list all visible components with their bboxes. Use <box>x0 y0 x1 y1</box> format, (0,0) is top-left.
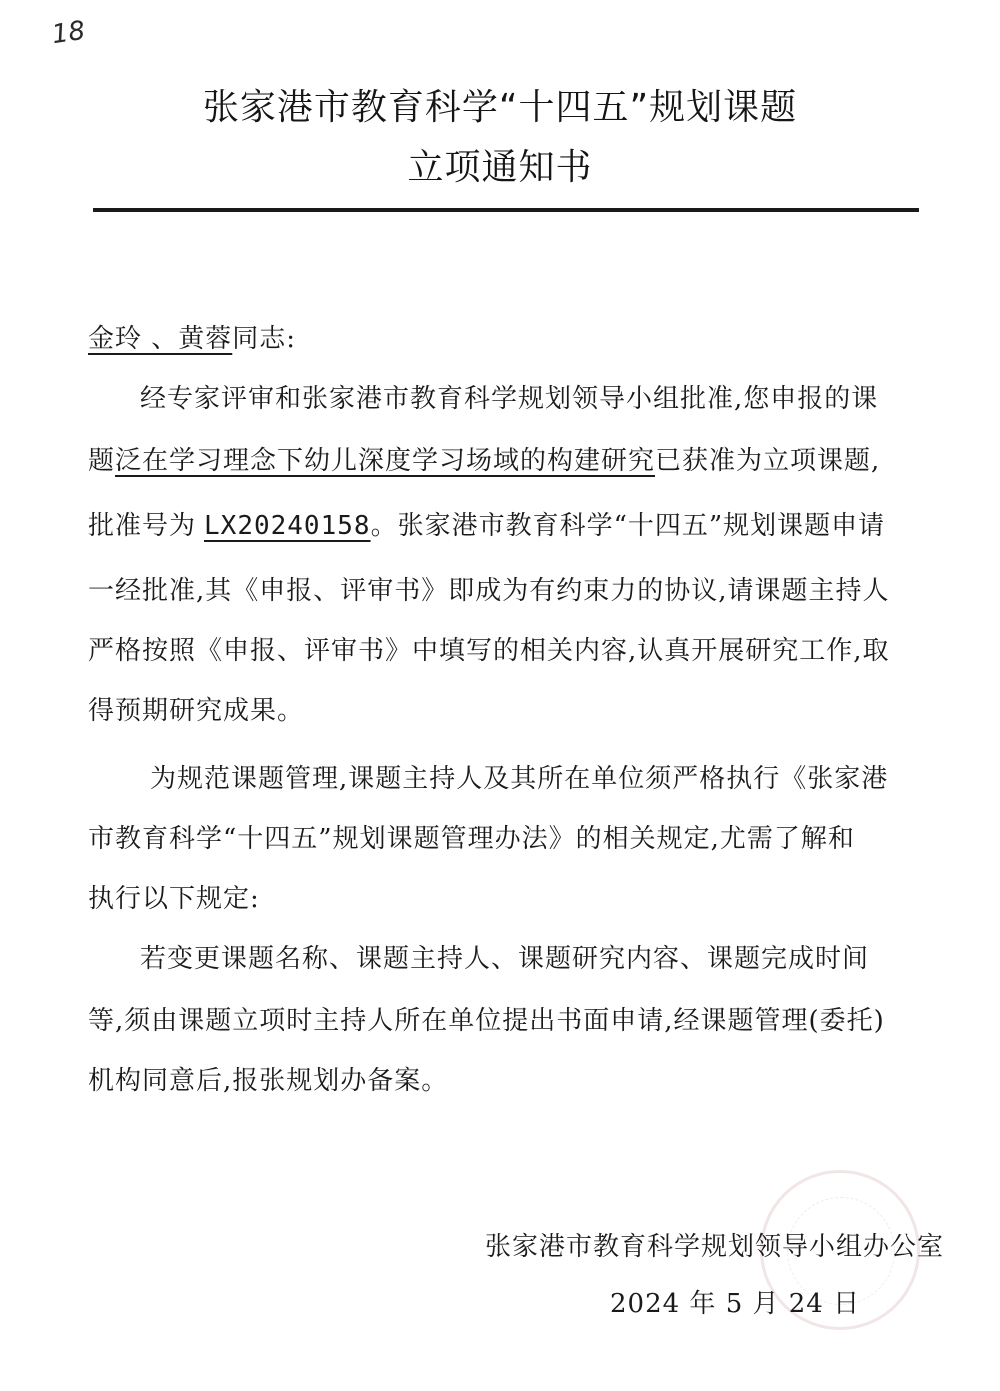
salutation-suffix: 同志: <box>232 324 297 354</box>
para3-line3: 机构同意后,报张规划办备案。 <box>88 1066 449 1096</box>
title-line-1: 张家港市教育科学“十四五”规划课题 <box>202 87 798 128</box>
para1-line1: 经专家评审和张家港市教育科学规划领导小组批准,您申报的课 <box>140 384 879 414</box>
salutation <box>88 318 296 355</box>
para1-line4: 一经批准,其《申报、评审书》即成为有约束力的协议,请课题主持人 <box>88 576 890 606</box>
para1-line6: 得预期研究成果。 <box>88 696 305 726</box>
para2-line2: 市教育科学“十四五”规划课题管理办法》的相关规定,尤需了解和 <box>88 824 855 854</box>
issue-date: 2024 年 5 月 24 日 <box>610 1289 861 1319</box>
para1-line3 <box>88 505 885 542</box>
para1-line5: 严格按照《申报、评审书》中填写的相关内容,认真开展研究工作,取 <box>88 636 890 666</box>
para2-line1: 为规范课题管理,课题主持人及其所在单位须严格执行《张家港 <box>150 764 889 794</box>
approval-number: LX20240158 <box>204 511 371 541</box>
title-divider <box>93 208 919 212</box>
para3-line1: 若变更课题名称、课题主持人、课题研究内容、课题完成时间 <box>140 944 870 974</box>
para2-line3: 执行以下规定: <box>88 884 260 914</box>
para1-line2 <box>88 440 880 477</box>
document-title <box>0 78 1000 198</box>
project-title: 泛在学习理念下幼儿深度学习场域的构建研究 <box>115 446 656 476</box>
title-line-2: 立项通知书 <box>407 147 593 188</box>
para1-line2-suffix: 已获准为立项课题, <box>655 446 881 476</box>
para1-line3-suffix: 。张家港市教育科学“十四五”规划课题申请 <box>370 511 886 541</box>
para1-line2-prefix: 题 <box>88 446 116 476</box>
recipient-names: 金玲 、黄蓉 <box>88 324 233 354</box>
para1-line3-prefix: 批准号为 <box>88 511 197 541</box>
para3-line2: 等,须由课题立项时主持人所在单位提出书面申请,经课题管理(委托) <box>88 1006 885 1036</box>
issuing-office: 张家港市教育科学规划领导小组办公室 <box>485 1232 945 1262</box>
page-number: 18 <box>50 15 88 51</box>
